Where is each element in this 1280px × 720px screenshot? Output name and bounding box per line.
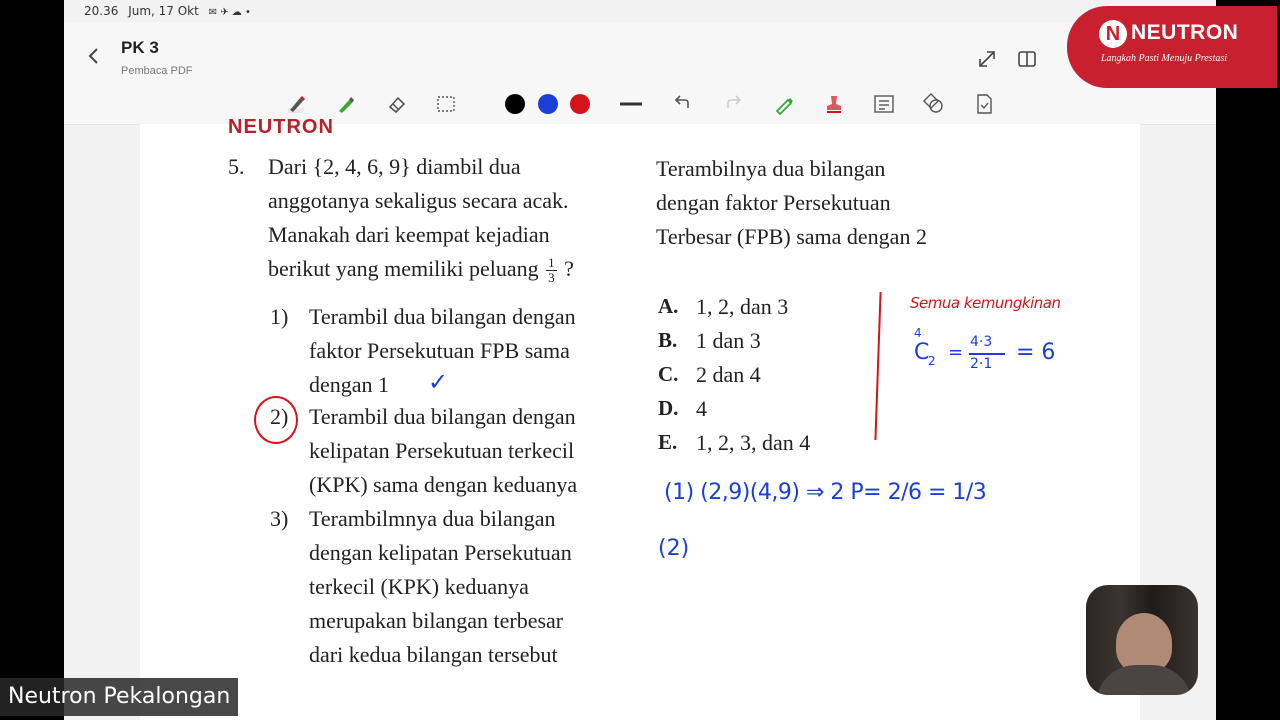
presenter-shoulders: [1096, 665, 1192, 695]
circle-annotation: [254, 396, 298, 444]
question-number: 5.: [228, 154, 245, 179]
statement-line: dari kedua bilangan tersebut: [309, 642, 558, 667]
document-subtitle: Pembaca PDF: [121, 65, 193, 77]
status-date: Jum, 17 Okt: [128, 4, 199, 18]
statement-number: 2): [270, 404, 289, 429]
pdf-page[interactable]: [140, 116, 1140, 720]
fraction-denominator: 3: [548, 270, 555, 286]
participant-name-label: Neutron Pekalongan: [0, 678, 238, 716]
probability-fraction: [546, 256, 557, 285]
brand-name: NEUTRON: [1131, 21, 1239, 44]
combination-numerator: 4·3: [970, 334, 993, 350]
status-bar: [84, 4, 251, 18]
question-line: Dari {2, 4, 6, 9} diambil dua: [268, 154, 521, 179]
statement-line: kelipatan Persekutuan terkecil: [309, 438, 575, 463]
combination-base: C: [914, 340, 930, 365]
statement-number: 1): [270, 304, 289, 329]
statement-line: Terambilmnya dua bilangan: [309, 506, 556, 531]
combination-result: = 6: [1016, 340, 1056, 365]
option-letter: D.: [658, 396, 679, 420]
combination-superscript: 4: [914, 326, 922, 340]
question-line: berikut yang memiliki peluang: [268, 256, 539, 281]
pdf-reader-screen: [64, 0, 1216, 720]
statement-number: 3): [270, 506, 289, 531]
combination-annotation: 4 C 2 = 4·3 2·1 = 6: [914, 326, 1056, 372]
neutron-logo-icon: N: [1099, 20, 1127, 48]
statement-line: merupakan bilangan terbesar: [309, 608, 564, 633]
statement-line: (KPK) sama dengan keduanya: [309, 472, 578, 497]
option-text: 1, 2, 3, dan 4: [696, 430, 811, 455]
status-indicators: ✉ ✈ ☁ •: [208, 7, 251, 18]
combination-subscript: 2: [928, 354, 936, 368]
page-logo: NEUTRON: [228, 116, 334, 138]
statement-4-line: dengan faktor Persekutuan: [656, 190, 891, 215]
statement-line: dengan kelipatan Persekutuan: [309, 540, 572, 565]
status-time: 20.36: [84, 4, 119, 18]
option-text: 2 dan 4: [696, 362, 761, 387]
document-title: PK 3: [121, 38, 159, 57]
statement-4-line: Terbesar (FPB) sama dengan 2: [656, 224, 927, 249]
statement-4-line: Terambilnya dua bilangan: [656, 156, 886, 181]
question-line-last: [268, 256, 574, 285]
fraction-bar: [969, 353, 1005, 355]
eraser-icon[interactable]: [384, 92, 408, 116]
book-view-icon[interactable]: [1016, 48, 1038, 70]
color-black-swatch[interactable]: [505, 94, 525, 114]
question-line: anggotanya sekaligus secara acak.: [268, 188, 569, 213]
check-mark-annotation: ✓: [428, 368, 449, 396]
text-box-icon[interactable]: [872, 92, 896, 116]
question-line: Manakah dari keempat kejadian: [268, 222, 550, 247]
pen-icon[interactable]: [284, 92, 308, 116]
neutron-brand-badge: [1067, 6, 1277, 88]
statement-line: dengan 1: [309, 372, 390, 397]
page-icon[interactable]: [972, 92, 996, 116]
red-note-annotation: Semua kemungkinan: [910, 294, 1061, 312]
shapes-icon[interactable]: [922, 92, 946, 116]
presenter-silhouette: [1116, 613, 1172, 673]
redo-icon[interactable]: [722, 92, 746, 116]
brand-tagline: Langkah Pasti Menuju Prestasi: [1101, 53, 1228, 64]
question-suffix: ?: [564, 256, 574, 281]
option-text: 4: [696, 396, 707, 421]
work-line-2-annotation: (2): [658, 536, 690, 561]
presenter-webcam-thumbnail[interactable]: [1086, 585, 1198, 695]
pencil-icon[interactable]: [772, 92, 796, 116]
chevron-left-icon[interactable]: [86, 44, 102, 68]
statement-line: Terambil dua bilangan dengan: [309, 304, 576, 329]
statement-line: faktor Persekutuan FPB sama: [309, 338, 570, 363]
undo-icon[interactable]: [670, 92, 694, 116]
option-letter: B.: [658, 328, 678, 352]
option-letter: E.: [658, 430, 678, 454]
color-red-swatch[interactable]: [570, 94, 590, 114]
lasso-select-icon[interactable]: [434, 92, 458, 116]
statement-line: Terambil dua bilangan dengan: [309, 404, 576, 429]
expand-icon[interactable]: [976, 48, 998, 70]
highlighter-icon[interactable]: [334, 92, 358, 116]
option-letter: C.: [658, 362, 679, 386]
statement-line: terkecil (KPK) keduanya: [309, 574, 529, 599]
color-blue-swatch[interactable]: [538, 94, 558, 114]
option-text: 1 dan 3: [696, 328, 761, 353]
option-text: 1, 2, dan 3: [696, 294, 789, 319]
stroke-width-icon[interactable]: [619, 92, 643, 116]
app-header: [64, 22, 1216, 84]
fraction-numerator: 1: [548, 255, 555, 271]
option-letter: A.: [658, 294, 679, 318]
stamp-icon[interactable]: [822, 92, 846, 116]
work-line-1-annotation: (1) (2,9)(4,9) ⇒ 2 P= 2/6 = 1/3: [664, 480, 987, 505]
red-divider-line: [874, 292, 881, 440]
combination-denominator: 2·1: [970, 356, 993, 372]
